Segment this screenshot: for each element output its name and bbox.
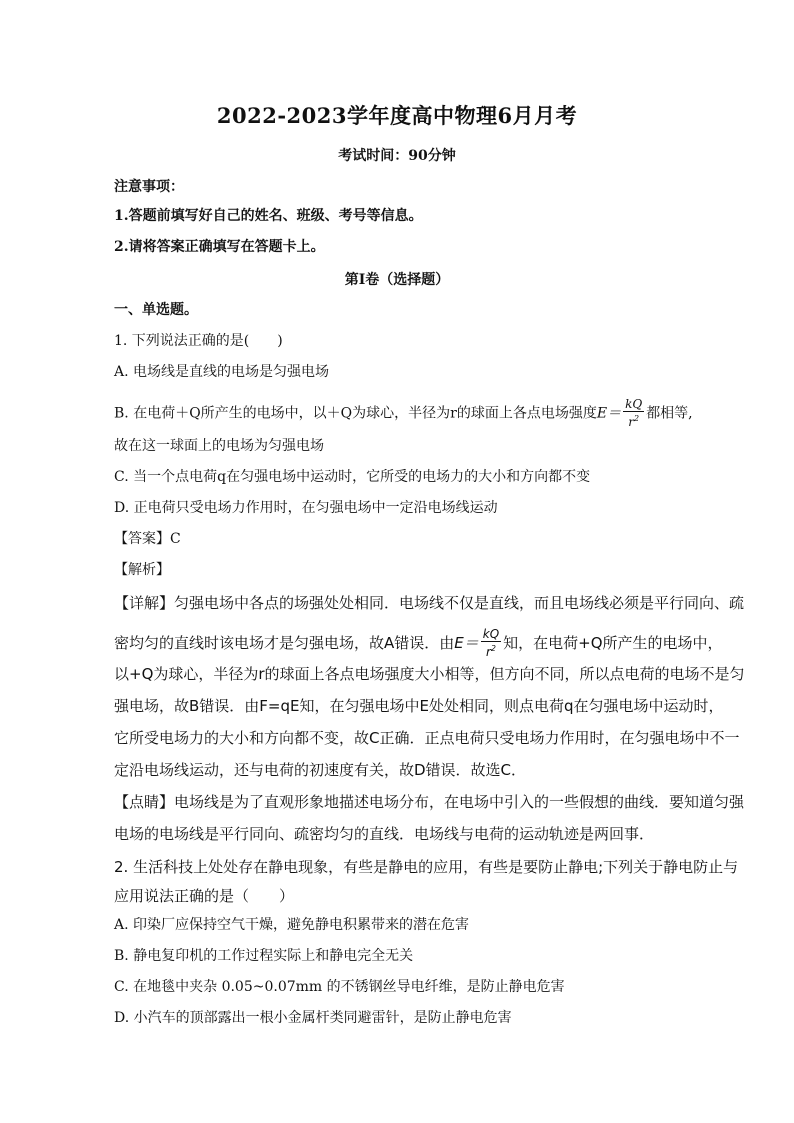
q1-detail-eq: E＝ bbox=[454, 634, 479, 652]
q2-option-a: A. 印染厂应保持空气干燥，避免静电积累带来的潜在危害 bbox=[114, 917, 470, 933]
q1-comment-line-1: 【点睛】电场线是为了直观形象地描述电场分布，在电场中引入的一些假想的曲线．要知道匀强 bbox=[114, 793, 745, 811]
q2-stem-line-2: 应用说法正确的是（ ） bbox=[114, 887, 295, 905]
q2-option-c: C. 在地毯中夹杂 0.05~0.07mm 的不锈钢丝导电纤维，是防止静电危害 bbox=[114, 979, 565, 995]
q1-option-b-tail: 都相等, bbox=[646, 405, 693, 422]
q1-option-b-text: B. 在电荷＋Q所产生的电场中，以＋Q为球心，半径为r的球面上各点电场强度 bbox=[114, 405, 597, 422]
q1-detail-line-1: 【详解】匀强电场中各点的场强处处相同．电场线不仅是直线，而且电场线必须是平行同向、疏 bbox=[114, 594, 745, 612]
q1-comment-line-2: 电场的电场线是平行同向、疏密均匀的直线．电场线与电荷的运动轨迹是两回事． bbox=[114, 825, 655, 843]
notes-item-2: 2.请将答案正确填写在答题卡上。 bbox=[114, 239, 325, 255]
q1-option-b bbox=[114, 398, 693, 429]
notes-heading: 注意事项： bbox=[114, 179, 184, 195]
field-strength-fraction bbox=[623, 398, 644, 429]
q1-detail-line-5: 它所受电场力的大小和方向都不变，故C正确．正点电荷只受电场力作用时，在匀强电场中不一 bbox=[114, 729, 740, 747]
q1-option-c: C. 当一个点电荷q在匀强电场中运动时，它所受的电场力的大小和方向都不变 bbox=[114, 469, 591, 485]
q1-stem: 1. 下列说法正确的是( ) bbox=[114, 333, 283, 349]
part-title: 一、单选题。 bbox=[114, 302, 198, 318]
q1-option-b-eq: E＝ bbox=[596, 405, 622, 422]
exam-time: 考试时间：90分钟 bbox=[338, 148, 456, 164]
fraction-numerator: kQ bbox=[625, 397, 643, 411]
fraction-den-base: r bbox=[628, 415, 634, 429]
notes-item-1: 1.答题前填写好自己的姓名、班级、考号等信息。 bbox=[114, 208, 423, 224]
q1-detail-line-4: 强电场，故B错误．由F=qE知，在匀强电场中E处处相同，则点电荷q在匀强电场中运动时， bbox=[114, 697, 724, 715]
q1-detail-line-2 bbox=[114, 628, 723, 659]
q1-detail-line-2a: 密均匀的直线时该电场才是匀强电场，故A错误．由 bbox=[114, 634, 455, 652]
q2-option-b: B. 静电复印机的工作过程实际上和静电完全无关 bbox=[114, 948, 414, 964]
page-title: 2022-2023学年度高中物理6月月考 bbox=[216, 103, 578, 128]
q2-stem-line-1: 2. 生活科技上处处存在静电现象，有些是静电的应用，有些是要防止静电;下列关于静电防止与 bbox=[114, 858, 739, 876]
detail-fraction-denominator bbox=[481, 642, 501, 659]
detail-fraction-den-exp: 2 bbox=[490, 644, 496, 653]
q1-option-a: A. 电场线是直线的电场是匀强电场 bbox=[114, 364, 330, 380]
q1-detail-line-2b: 知，在电荷+Q所产生的电场中， bbox=[503, 634, 723, 652]
q1-option-d: D. 正电荷只受电场力作用时，在匀强电场中一定沿电场线运动 bbox=[114, 500, 498, 516]
q1-analysis-label: 【解析】 bbox=[114, 562, 170, 578]
fraction-den-exp: 2 bbox=[633, 414, 640, 423]
q1-detail-line-6: 定沿电场线运动，还与电荷的初速度有关，故D错误．故选C． bbox=[114, 761, 527, 779]
q1-detail-line-3: 以+Q为球心，半径为r的球面上各点电场强度大小相等，但方向不同，所以点电荷的电场不是匀 bbox=[114, 665, 745, 683]
volume-title: 第I卷（选择题） bbox=[344, 272, 450, 288]
q1-option-b-line2: 故在这一球面上的电场为匀强电场 bbox=[114, 438, 324, 454]
q2-option-d: D. 小汽车的顶部露出一根小金属杆类同避雷针，是防止静电危害 bbox=[114, 1010, 512, 1026]
fraction-denominator bbox=[623, 412, 644, 429]
detail-fraction-numerator: kQ bbox=[482, 627, 500, 641]
detail-fraction bbox=[481, 628, 501, 659]
detail-fraction-den-base: r bbox=[485, 645, 491, 659]
q1-answer: 【答案】C bbox=[114, 531, 181, 547]
